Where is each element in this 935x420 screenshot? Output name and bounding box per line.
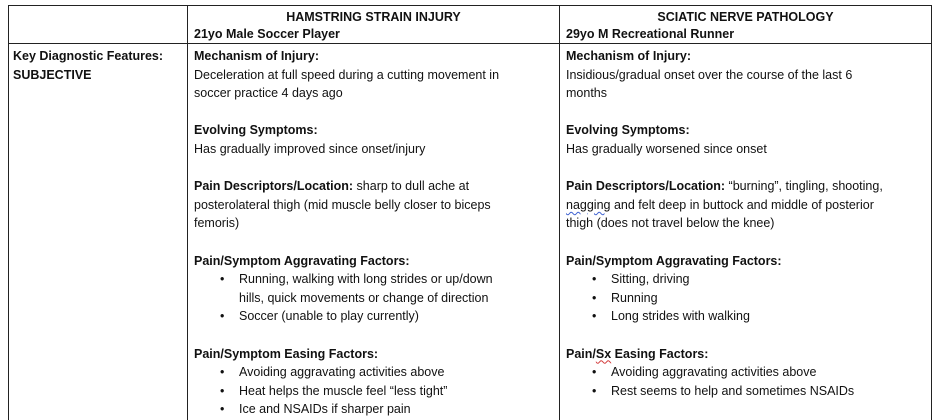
hamstring-evolving-heading: Evolving Symptoms:	[194, 123, 318, 138]
sciatic-pain-line2	[566, 196, 883, 215]
hamstring-mechanism	[194, 47, 499, 103]
sciatic-mechanism-line2: months	[566, 86, 607, 101]
row-label-line2: SUBJECTIVE	[13, 67, 92, 82]
sciatic-easing	[566, 345, 883, 401]
sciatic-mechanism-line1: Insidious/gradual onset over the course of the last 6	[566, 67, 853, 82]
list-item: • Sitting, driving	[566, 270, 883, 289]
hamstring-pain-heading: Pain Descriptors/Location:	[194, 179, 354, 194]
sciatic-mechanism	[566, 47, 883, 103]
sciatic-pain-heading: Pain Descriptors/Location:	[566, 179, 726, 194]
hamstring-mechanism-heading: Mechanism of Injury:	[194, 49, 320, 63]
spellcheck-word-nagging: nagging	[566, 197, 611, 212]
list-item: • Avoiding aggravating activities above	[194, 363, 499, 382]
hamstring-pain-line3: femoris)	[194, 216, 240, 231]
list-item: • Long strides with walking	[566, 307, 883, 326]
hamstring-easing-list	[194, 363, 499, 419]
header-hamstring-title: HAMSTRING STRAIN INJURY	[286, 10, 461, 24]
sciatic-easing-heading-post: Easing Factors:	[611, 346, 709, 361]
hamstring-aggravating-heading: Pain/Symptom Aggravating Factors:	[194, 253, 410, 268]
hamstring-pain-line2: posterolateral thigh (mid muscle belly closer to biceps	[194, 197, 491, 212]
sciatic-pain-line3: thigh (does not travel below the knee)	[566, 216, 775, 231]
list-item-line2: hills, quick movements or change of direction	[239, 290, 489, 305]
sciatic-pain	[566, 177, 883, 233]
table-border-top	[8, 5, 932, 6]
sciatic-evolving	[566, 121, 883, 158]
comparison-table	[0, 5, 935, 420]
table-border-left	[8, 5, 9, 420]
list-item-line1: • Running, walking with long strides or up/down	[239, 272, 493, 287]
hamstring-aggravating	[194, 252, 499, 326]
column-divider-1	[187, 5, 188, 420]
list-item: • Rest seems to help and sometimes NSAIDs	[566, 382, 883, 401]
list-item: • Avoiding aggravating activities above	[566, 363, 883, 382]
list-item: • Heat helps the muscle feel “less tight”	[194, 382, 499, 401]
hamstring-mechanism-line2: soccer practice 4 days ago	[194, 86, 343, 101]
sciatic-evolving-heading: Evolving Symptoms:	[566, 123, 690, 138]
sciatic-evolving-text: Has gradually worsened since onset	[566, 141, 767, 156]
list-item: • Soccer (unable to play currently)	[194, 307, 499, 326]
hamstring-evolving	[194, 121, 499, 158]
header-sciatic-subtitle: 29yo M Recreational Runner	[566, 27, 735, 41]
table-border-right	[931, 5, 932, 420]
header-hamstring-subtitle: 21yo Male Soccer Player	[194, 27, 340, 41]
list-item: • Running	[566, 289, 883, 308]
sciatic-easing-heading-pre: Pain/	[566, 346, 596, 361]
column-divider-2	[559, 5, 560, 420]
hamstring-easing	[194, 345, 499, 419]
sciatic-content	[566, 47, 883, 400]
sciatic-pain-line1-text: “burning”, tingling, shooting,	[725, 179, 883, 194]
sciatic-aggravating-heading: Pain/Symptom Aggravating Factors:	[566, 253, 782, 268]
hamstring-easing-heading: Pain/Symptom Easing Factors:	[194, 346, 379, 361]
sciatic-aggravating	[566, 252, 883, 326]
sciatic-easing-heading	[566, 345, 883, 364]
header-divider	[8, 43, 932, 44]
header-sciatic-title: SCIATIC NERVE PATHOLOGY	[657, 10, 834, 24]
hamstring-evolving-text: Has gradually improved since onset/injury	[194, 141, 426, 156]
hamstring-content	[194, 47, 499, 419]
row-label	[13, 47, 163, 84]
hamstring-aggravating-list	[194, 270, 499, 326]
sciatic-mechanism-heading: Mechanism of Injury:	[566, 49, 692, 63]
hamstring-pain-line1-text: sharp to dull ache at	[353, 179, 470, 194]
sciatic-aggravating-list	[566, 270, 883, 326]
hamstring-pain	[194, 177, 499, 233]
sciatic-pain-line1	[566, 177, 883, 196]
row-label-line1: Key Diagnostic Features:	[13, 49, 164, 63]
hamstring-pain-line1	[194, 177, 499, 196]
list-item	[194, 270, 499, 307]
list-item: • Ice and NSAIDs if sharper pain	[194, 400, 499, 419]
sciatic-easing-list	[566, 363, 883, 400]
sciatic-pain-line2-text: and felt deep in buttock and middle of posterior	[610, 197, 874, 212]
hamstring-mechanism-line1: Deceleration at full speed during a cutting movement in	[194, 67, 500, 82]
spellcheck-word-sx: Sx	[595, 346, 612, 361]
